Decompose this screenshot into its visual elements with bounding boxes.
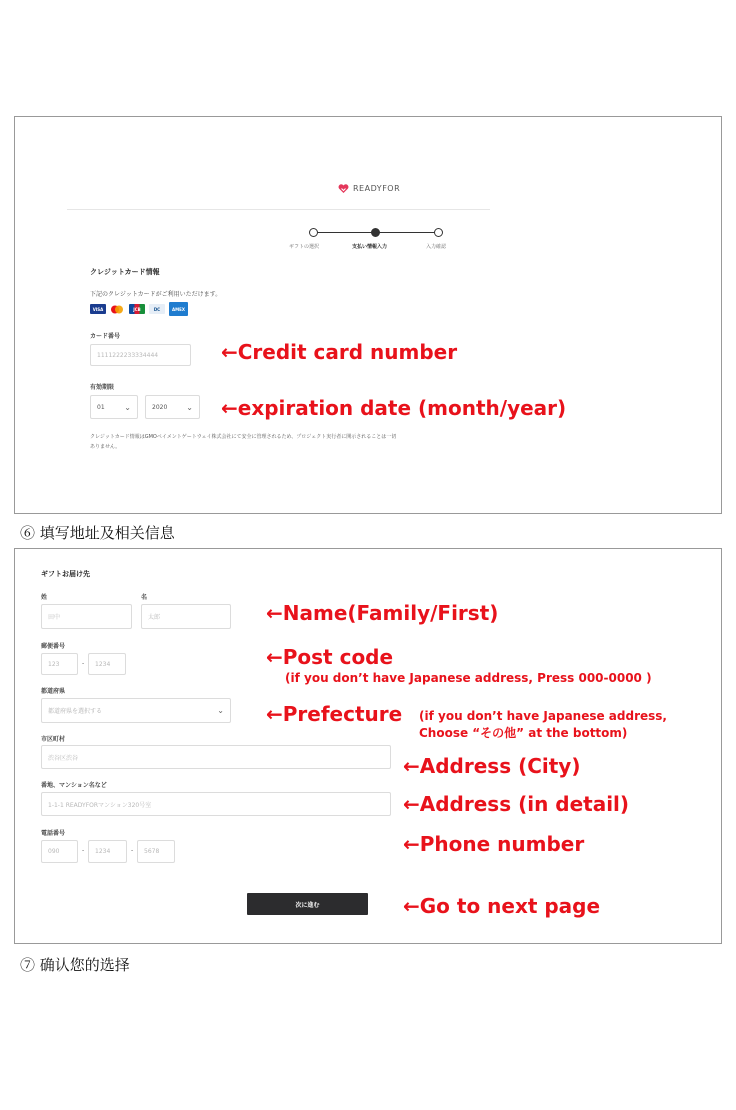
annotation-phone: ←Phone number [403,832,585,856]
card-number-input[interactable] [90,344,191,366]
payment-screenshot [14,116,722,514]
credit-card-section-title: クレジットカード情報 [90,268,160,276]
chevron-down-icon: ⌄ [186,402,193,412]
postcode-second-input[interactable] [88,653,126,675]
address-detail-input[interactable] [41,792,391,816]
postcode-label: 郵便番号 [41,643,66,650]
prefecture-select[interactable] [41,698,231,723]
diners-icon: DC [149,304,165,314]
phone-first-input[interactable] [41,840,78,863]
phone-third-input[interactable] [137,840,175,863]
city-input[interactable] [41,745,391,769]
next-button[interactable]: 次に進む [247,893,368,915]
expiry-month-select[interactable] [90,395,138,419]
header-divider [67,209,490,210]
security-notice-line2: ありません。 [90,444,121,450]
card-number-placeholder: 1111222233334444 [97,351,159,359]
step-dot-1 [309,228,318,237]
caption-step7: ⑦ 确认您的选择 [20,956,130,974]
jcb-icon: JCB [129,304,145,314]
annotation-name: ←Name(Family/First) [266,601,499,625]
family-name-placeholder: 田中 [48,614,61,621]
amex-icon: AMEX [169,302,188,316]
expiry-label: 有効期限 [90,384,115,391]
card-number-label: カード番号 [90,333,121,340]
annotation-prefecture-note1: (if you don’t have Japanese address, [419,709,667,723]
brand-name: READYFOR [353,184,401,193]
family-name-label: 姓 [41,594,48,601]
annotation-postcode: ←Post code [266,645,394,669]
chevron-down-icon: ⌄ [217,706,224,715]
phone-second-input[interactable] [88,840,127,863]
step-dot-3 [434,228,443,237]
expiry-year-value: 2020 [152,403,168,411]
first-name-input[interactable] [141,604,231,629]
expiry-month-value: 01 [97,403,105,411]
annotation-prefecture: ←Prefecture [266,702,403,726]
caption-step6: ⑥ 填写地址及相关信息 [20,524,175,542]
prefecture-placeholder: 都道府県を選択する [48,708,103,715]
step-label-1: ギフトの選択 [289,244,320,250]
phone-third-placeholder: 5678 [144,848,160,855]
chevron-down-icon: ⌄ [124,402,131,412]
postcode-first-input[interactable] [41,653,78,675]
phone-first-placeholder: 090 [48,848,60,855]
expiry-year-select[interactable] [145,395,200,419]
postcode-first-placeholder: 123 [48,660,60,668]
phone-hyphen-2: - [131,847,134,854]
city-label: 市区町村 [41,736,66,743]
address-detail-placeholder: 1-1-1 READYFORマンション320号室 [48,801,152,809]
annotation-city: ←Address (City) [403,754,581,778]
phone-second-placeholder: 1234 [95,848,111,855]
annotation-prefecture-note2: Choose “その他” at the bottom) [419,726,628,740]
first-name-placeholder: 太郎 [148,614,161,621]
annotation-card-number: ←Credit card number [221,340,458,364]
address-detail-label: 番地、マンション名など [41,782,107,789]
mastercard-icon [109,304,125,314]
city-placeholder: 渋谷区渋谷 [48,754,79,762]
phone-hyphen-1: - [82,847,85,854]
prefecture-label: 都道府県 [41,688,66,695]
postcode-hyphen: - [82,660,85,667]
annotation-expiry: ←expiration date (month/year) [221,396,567,420]
phone-label: 電話番号 [41,830,66,837]
annotation-postcode-note: (if you don’t have Japanese address, Press 000-0000 ) [285,671,652,685]
annotation-next: ←Go to next page [403,894,601,918]
readyfor-logo-icon [338,183,349,194]
first-name-label: 名 [141,594,148,601]
step-label-2: 支払い情報入力 [352,244,388,250]
security-notice-line1: クレジットカード情報はGMOペイメントゲートウェイ株式会社にて安全に管理されるため、プロジェクト実行者に開示されることは一切 [90,434,397,440]
visa-icon: VISA [90,304,106,314]
step-dot-2-active [371,228,380,237]
family-name-input[interactable] [41,604,132,629]
address-screenshot [14,548,722,944]
step-label-3: 入力確認 [426,244,447,250]
accepted-cards-text: 下記のクレジットカードがご利用いただけます。 [90,291,222,298]
annotation-detail: ←Address (in detail) [403,792,630,816]
postcode-second-placeholder: 1234 [95,660,111,668]
address-section-title: ギフトお届け先 [41,570,90,578]
brand-logo [338,183,400,194]
